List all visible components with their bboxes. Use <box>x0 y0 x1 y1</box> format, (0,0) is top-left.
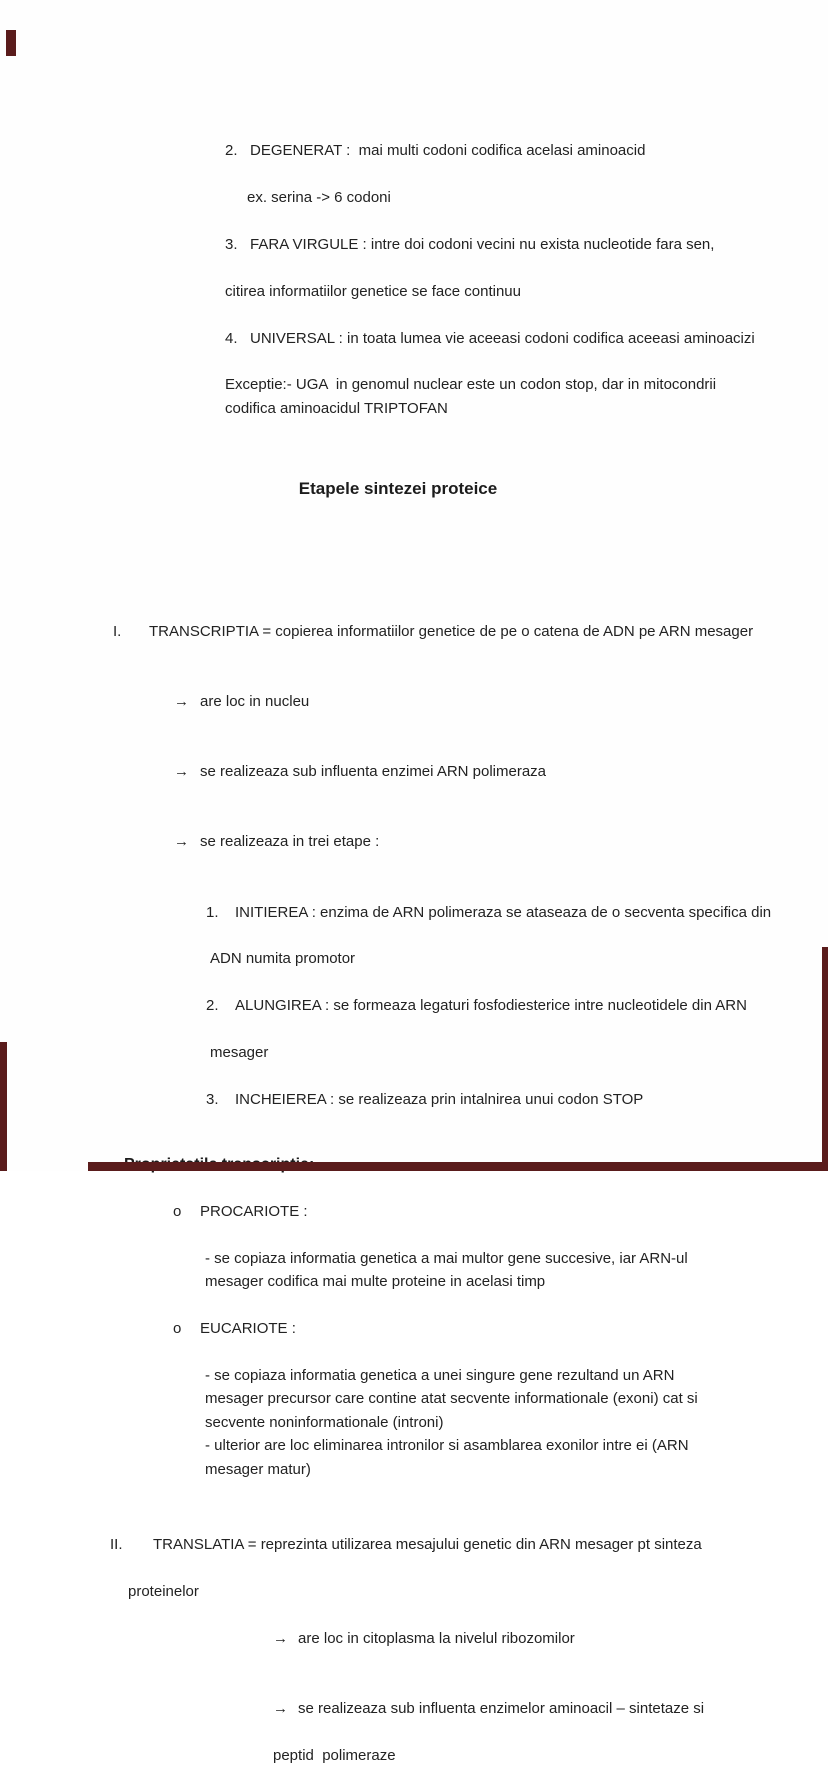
section-label: I. <box>113 622 122 640</box>
bullet-body-line: - se copiaza informatia genetica a mai multor gene succesive, iar ARN-ul <box>205 1249 688 1267</box>
bullet-term: PROCARIOTE : <box>200 1203 308 1221</box>
section-label: II. <box>110 1536 123 1554</box>
bullet-body-line: mesager matur) <box>205 1460 311 1478</box>
step-text: INCHEIEREA : se realizeaza prin intalnirea unui codon STOP <box>235 1090 644 1108</box>
step-alungirea <box>0 971 828 1041</box>
step-number: 1. <box>206 903 219 921</box>
page-title: Etapele sintezei proteice <box>298 479 498 499</box>
list-item-universal-cont2: codifica aminoacidul TRIPTOFAN <box>225 399 448 417</box>
arrow-bullet-text: se realizeaza in trei etape : <box>200 833 380 851</box>
arrow-bullet-line <box>0 807 828 877</box>
bullet-term: EUCARIOTE : <box>200 1320 296 1338</box>
arrow-bullet-line <box>0 1604 828 1674</box>
arrow-bullet-text: se realizeaza sub influenta enzimelor aminoacil – sintetaze si <box>298 1700 705 1718</box>
list-item-text: FARA VIRGULE : intre doi codoni vecini nu exista nucleotide fara sen, <box>250 236 715 254</box>
arrow-icon: → <box>174 833 190 851</box>
scan-artifact-right-edge <box>822 947 828 1171</box>
list-item-number: 4. <box>225 329 238 347</box>
list-item-text: DEGENERAT : mai multi codoni codifica acelasi aminoacid <box>250 142 646 160</box>
list-item-universal-cont: Exceptie:- UGA in genomul nuclear este un codon stop, dar in mitocondrii <box>225 376 717 394</box>
scan-artifact-left-edge <box>0 1042 7 1171</box>
bullet-body-line: secvente noninformationale (introni) <box>205 1413 444 1431</box>
arrow-icon: → <box>273 1700 289 1718</box>
bullet-body-line: mesager codifica mai multe proteine in acelasi timp <box>205 1273 546 1291</box>
list-item-fara-virgule-cont: citirea informatiilor genetice se face continuu <box>225 282 521 300</box>
list-item-text: UNIVERSAL : in toata lumea vie aceeasi codoni codifica aceeasi aminoacizi <box>250 329 755 347</box>
bullet-procariote <box>0 1177 828 1247</box>
arrow-icon: → <box>174 763 190 781</box>
arrow-bullet-text: are loc in citoplasma la nivelul ribozomilor <box>298 1629 575 1647</box>
arrow-bullet-text: se realizeaza sub influenta enzimei ARN polimeraza <box>200 763 547 781</box>
section-heading-text: TRANSLATIA = reprezinta utilizarea mesajului genetic din ARN mesager pt sinteza <box>153 1536 702 1554</box>
bullet-body-line: - ulterior are loc eliminarea intronilor si asamblarea exonilor intre ei (ARN <box>205 1437 689 1455</box>
step-text: ALUNGIREA : se formeaza legaturi fosfodiesterice intre nucleotidele din ARN <box>235 997 747 1015</box>
list-item-universal <box>0 303 828 373</box>
list-item-number: 3. <box>225 236 238 254</box>
scan-artifact-top-left <box>6 30 16 56</box>
section-heading-text: TRANSCRIPTIA = copierea informatiilor genetice de pe o catena de ADN pe ARN mesager <box>149 622 754 640</box>
circle-bullet-icon: o <box>173 1203 182 1221</box>
step-alungirea-cont: mesager <box>210 1044 269 1061</box>
arrow-bullet-line <box>0 1674 828 1744</box>
step-number: 2. <box>206 997 219 1015</box>
scan-artifact-bottom-edge <box>88 1162 828 1171</box>
step-initierea-cont: ADN numita promotor <box>210 950 356 968</box>
step-incheierea <box>0 1064 828 1134</box>
arrow-bullet-line <box>0 737 828 807</box>
list-item-degenerat <box>0 116 828 186</box>
step-text: INITIEREA : enzima de ARN polimeraza se ataseaza de o secventa specifica din <box>235 903 772 921</box>
list-item-number: 2. <box>225 142 238 160</box>
bullet-body-line: - se copiaza informatia genetica a unei singure gene rezultand un ARN <box>205 1366 675 1384</box>
list-item-degenerat-example: ex. serina -> 6 codoni <box>247 189 391 207</box>
list-item-fara-virgule <box>0 210 828 280</box>
arrow-bullet-cont: peptid polimeraze <box>273 1746 396 1764</box>
bullet-eucariote <box>0 1294 828 1364</box>
section-transcription-heading <box>0 596 828 666</box>
circle-bullet-icon: o <box>173 1320 182 1338</box>
arrow-icon: → <box>174 692 190 710</box>
step-initierea <box>0 877 828 947</box>
section-translation-heading-cont: proteinelor <box>128 1583 199 1601</box>
arrow-icon: → <box>273 1629 289 1647</box>
section-translation-heading <box>0 1510 828 1580</box>
bullet-body-line: mesager precursor care contine atat secvente informationale (exoni) cat si <box>205 1390 698 1408</box>
step-number: 3. <box>206 1090 219 1108</box>
arrow-bullet-line <box>0 667 828 737</box>
arrow-bullet-text: are loc in nucleu <box>200 692 310 710</box>
